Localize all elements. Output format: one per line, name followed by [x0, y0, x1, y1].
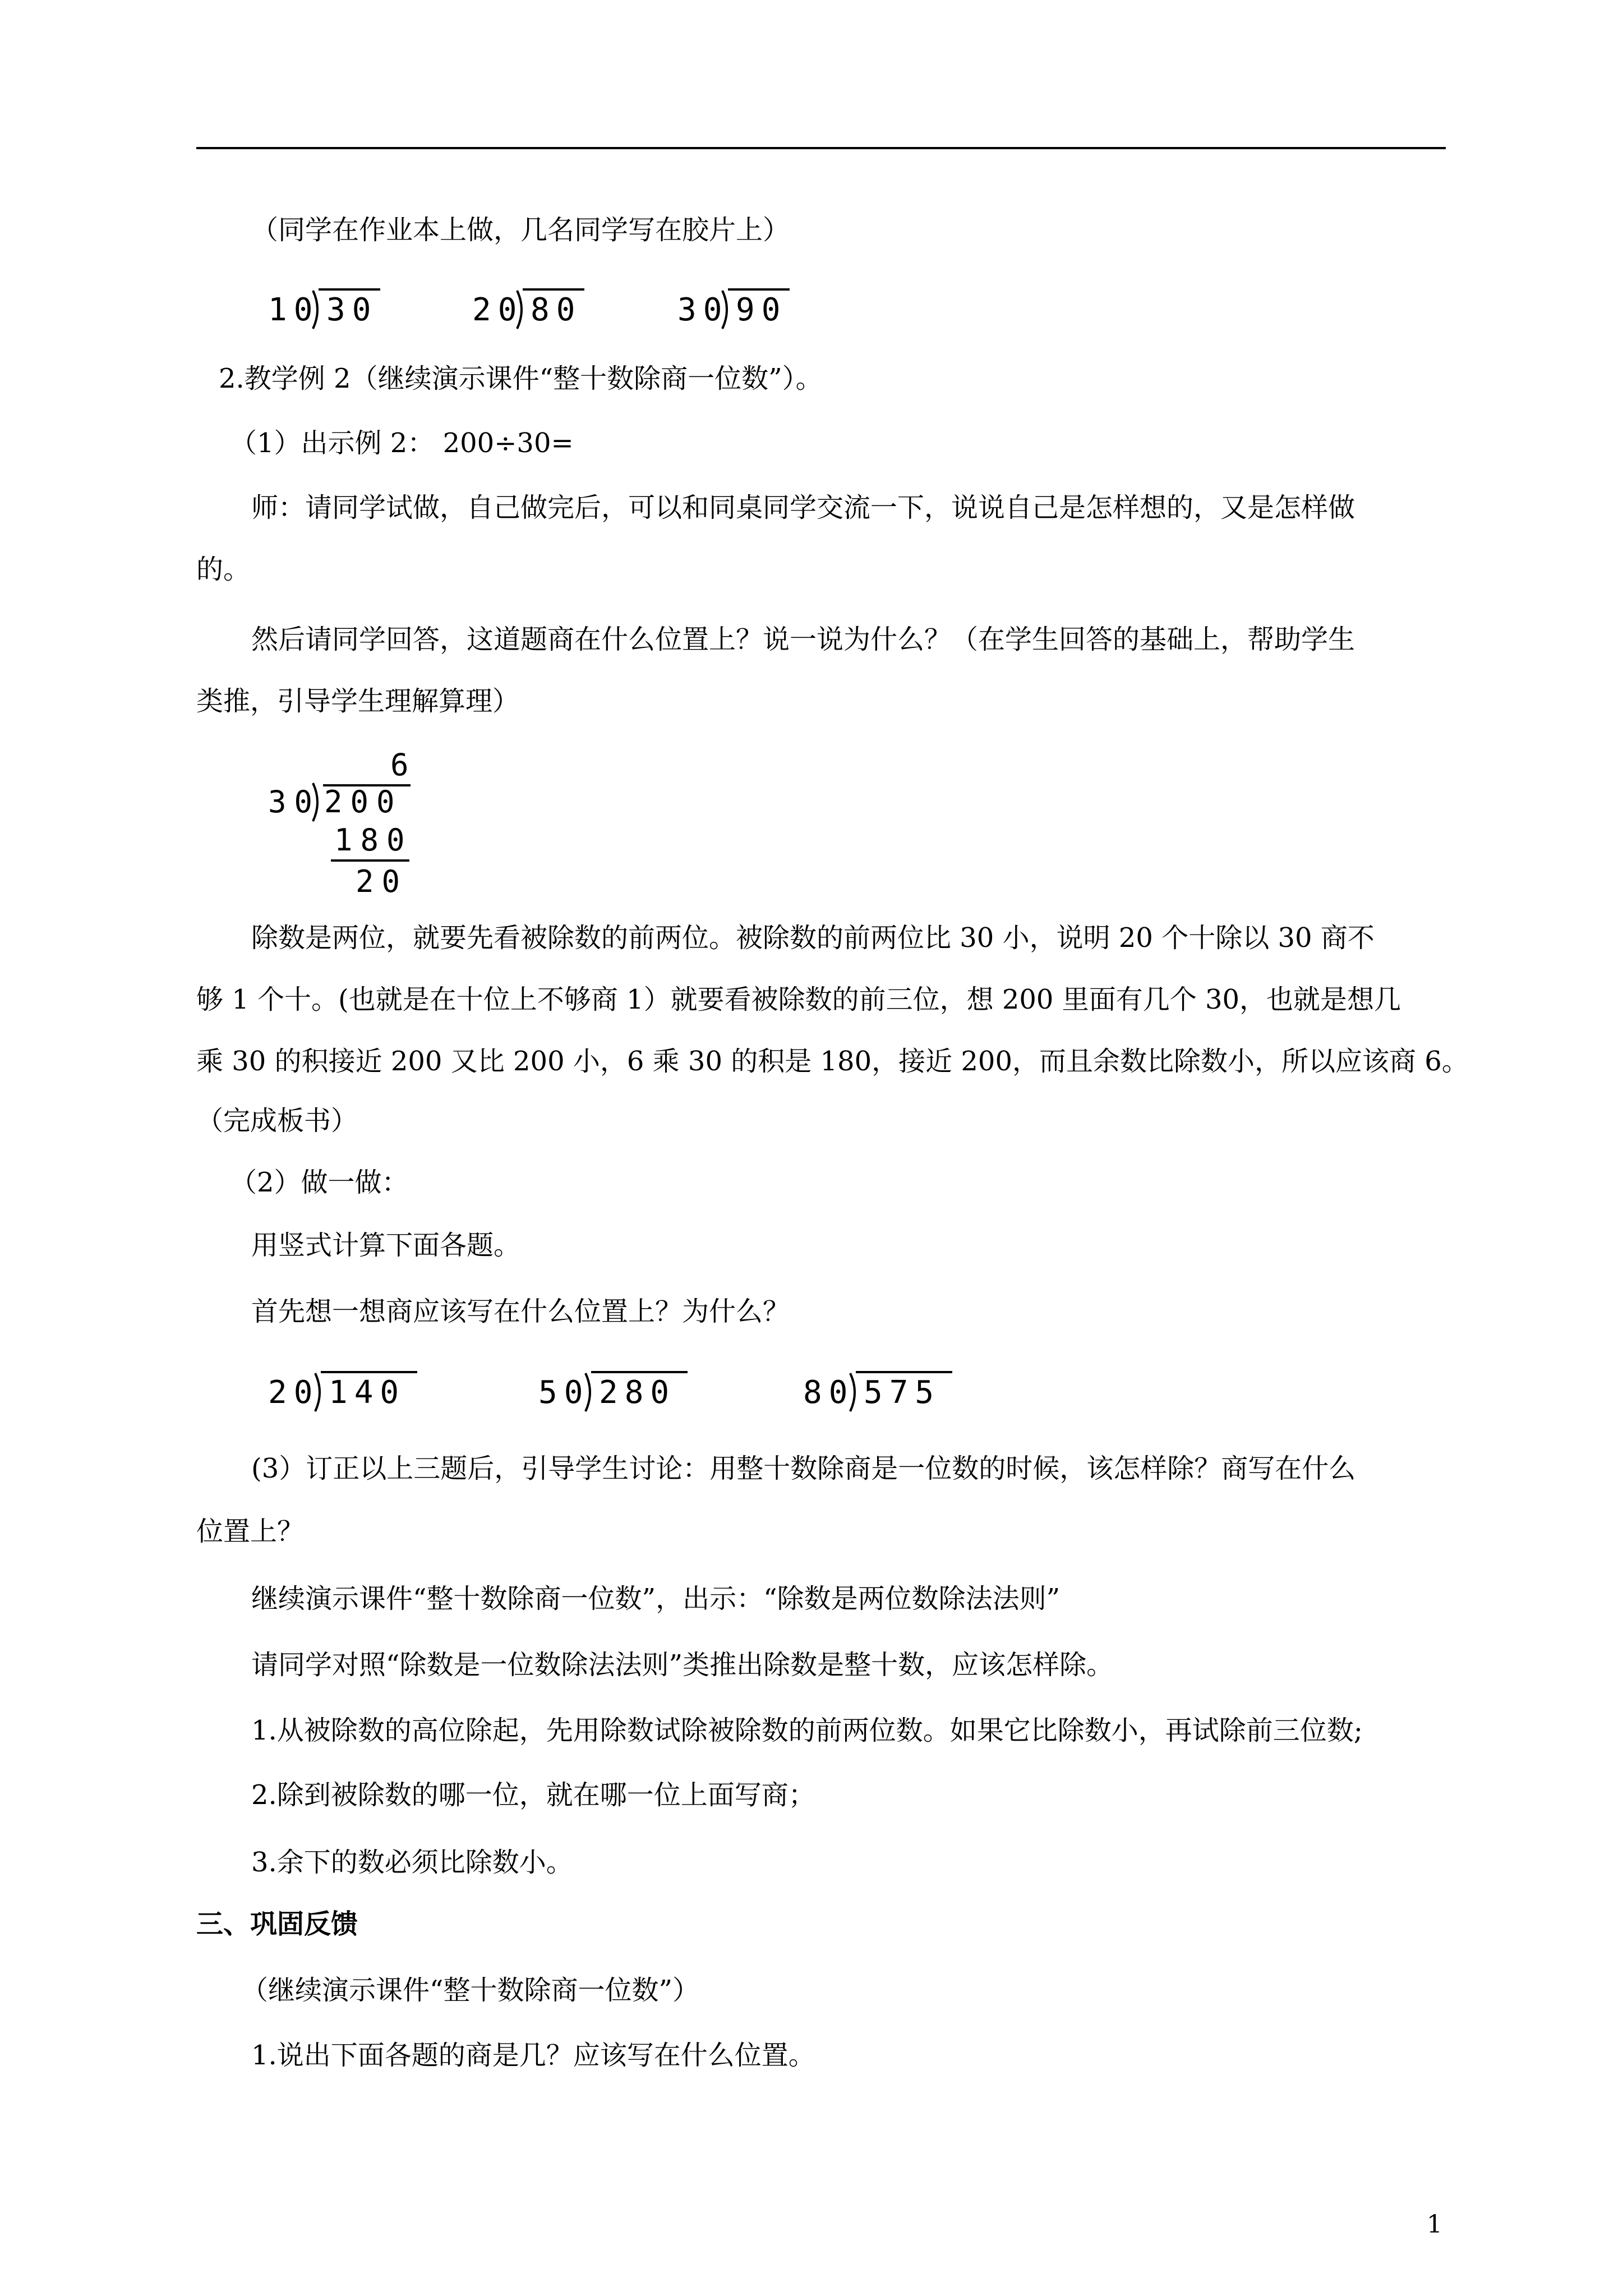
division-bracket-icon	[848, 1372, 860, 1412]
dividend: 280	[599, 1374, 676, 1411]
division-overline	[321, 1371, 417, 1373]
paragraph-discussion-line-1: (3）订正以上三题后，引导学生讨论：用整十数除商是一位数的时候，该怎样除？商写在什么	[251, 1453, 1356, 1484]
dividend: 90	[736, 292, 787, 328]
division-bracket-icon	[515, 289, 527, 330]
division-overline	[728, 288, 790, 291]
paragraph-answer-line-2: 类推，引导学生理解算理）	[196, 685, 520, 717]
rule-item-3: 3.余下的数必须比除数小。	[251, 1847, 573, 1878]
divisor: 80	[803, 1374, 855, 1411]
dividend: 575	[864, 1374, 941, 1411]
rule-item-2: 2.除到被除数的哪一位，就在哪一位上面写商；	[251, 1779, 815, 1811]
paragraph-show-example: （1）出示例 2： 200÷30=	[230, 427, 574, 459]
dividend: 30	[326, 292, 378, 328]
division-10-30	[268, 292, 391, 331]
divisor: 20	[472, 292, 524, 328]
divisor: 30	[268, 784, 321, 820]
paragraph-exercise-1: 1.说出下面各题的商是几？应该写在什么位置。	[251, 2040, 815, 2071]
division-bracket-icon	[311, 782, 323, 822]
divisor: 50	[538, 1374, 590, 1411]
paragraph-answer-line-1: 然后请同学回答，这道题商在什么位置上？说一说为什么？（在学生回答的基础上，帮助学生	[251, 624, 1355, 655]
paragraph-compare-rule: 请同学对照“除数是一位数除法法则”类推出除数是整十数，应该怎样除。	[251, 1649, 1114, 1681]
division-overline	[591, 1371, 688, 1373]
division-50-280	[538, 1374, 695, 1414]
paragraph-discussion-line-2: 位置上？	[196, 1516, 305, 1547]
header-rule	[196, 147, 1446, 149]
page-number: 1	[1427, 2210, 1442, 2239]
division-overline	[856, 1371, 952, 1373]
rule-item-1: 1.从被除数的高位除起，先用除数试除被除数的前两位数。如果它比除数小，再试除前三位数;	[251, 1715, 1363, 1746]
paragraph-explanation-line-3: 乘 30 的积接近 200 又比 200 小，6 乘 30 的积是 180，接近 200，而且余数比除数小，所以应该商 6。	[196, 1046, 1469, 1077]
paragraph-students-work: （同学在作业本上做，几名同学写在胶片上）	[251, 214, 790, 246]
paragraph-teacher-line-2: 的。	[196, 554, 251, 585]
paragraph-example-2-title: 2.教学例 2（继续演示课件“整十数除商一位数”）。	[219, 363, 823, 394]
division-20-140	[268, 1374, 425, 1414]
dividend: 140	[329, 1374, 406, 1411]
remainder: 20	[356, 864, 408, 899]
section-heading-consolidation: 三、巩固反馈	[196, 1908, 358, 1940]
division-bracket-icon	[720, 289, 732, 330]
paragraph-vertical-calc: 用竖式计算下面各题。	[251, 1230, 521, 1261]
paragraph-try-it: （2）做一做：	[230, 1167, 409, 1198]
quotient: 6	[390, 747, 417, 783]
division-overline	[319, 288, 380, 291]
dividend: 80	[531, 292, 582, 328]
dividend: 200	[324, 784, 403, 820]
divisor: 30	[677, 292, 729, 328]
paragraph-continue-courseware: （继续演示课件“整十数除商一位数”）	[241, 1975, 700, 2006]
paragraph-teacher-line-1: 师：请同学试做，自己做完后，可以和同桌同学交流一下，说说自己是怎样想的，又是怎样做	[251, 492, 1355, 523]
product: 180	[334, 822, 413, 858]
division-30-90	[677, 292, 801, 331]
paragraph-explanation-line-1: 除数是两位，就要先看被除数的前两位。被除数的前两位比 30 小，说明 20 个十除以 30 商不	[251, 922, 1375, 954]
divisor: 10	[268, 292, 320, 328]
division-20-80	[472, 292, 596, 331]
division-bracket-icon	[313, 1372, 325, 1412]
paragraph-show-rule: 继续演示课件“整十数除商一位数”，出示：“除数是两位数除法法则”	[251, 1583, 1061, 1614]
worked-division-200-30	[268, 747, 436, 904]
subtraction-rule	[331, 859, 409, 862]
paragraph-think-first: 首先想一想商应该写在什么位置上？为什么？	[251, 1296, 790, 1327]
divisor: 20	[268, 1374, 320, 1411]
division-80-575	[803, 1374, 960, 1414]
division-bracket-icon	[311, 289, 323, 330]
division-overline	[523, 288, 584, 291]
paragraph-explanation-line-4: （完成板书）	[196, 1105, 358, 1137]
division-bracket-icon	[583, 1372, 596, 1412]
paragraph-explanation-line-2: 够 1 个十。(也就是在十位上不够商 1）就要看被除数的前三位，想 200 里面有几个 30，也就是想几	[196, 984, 1401, 1015]
